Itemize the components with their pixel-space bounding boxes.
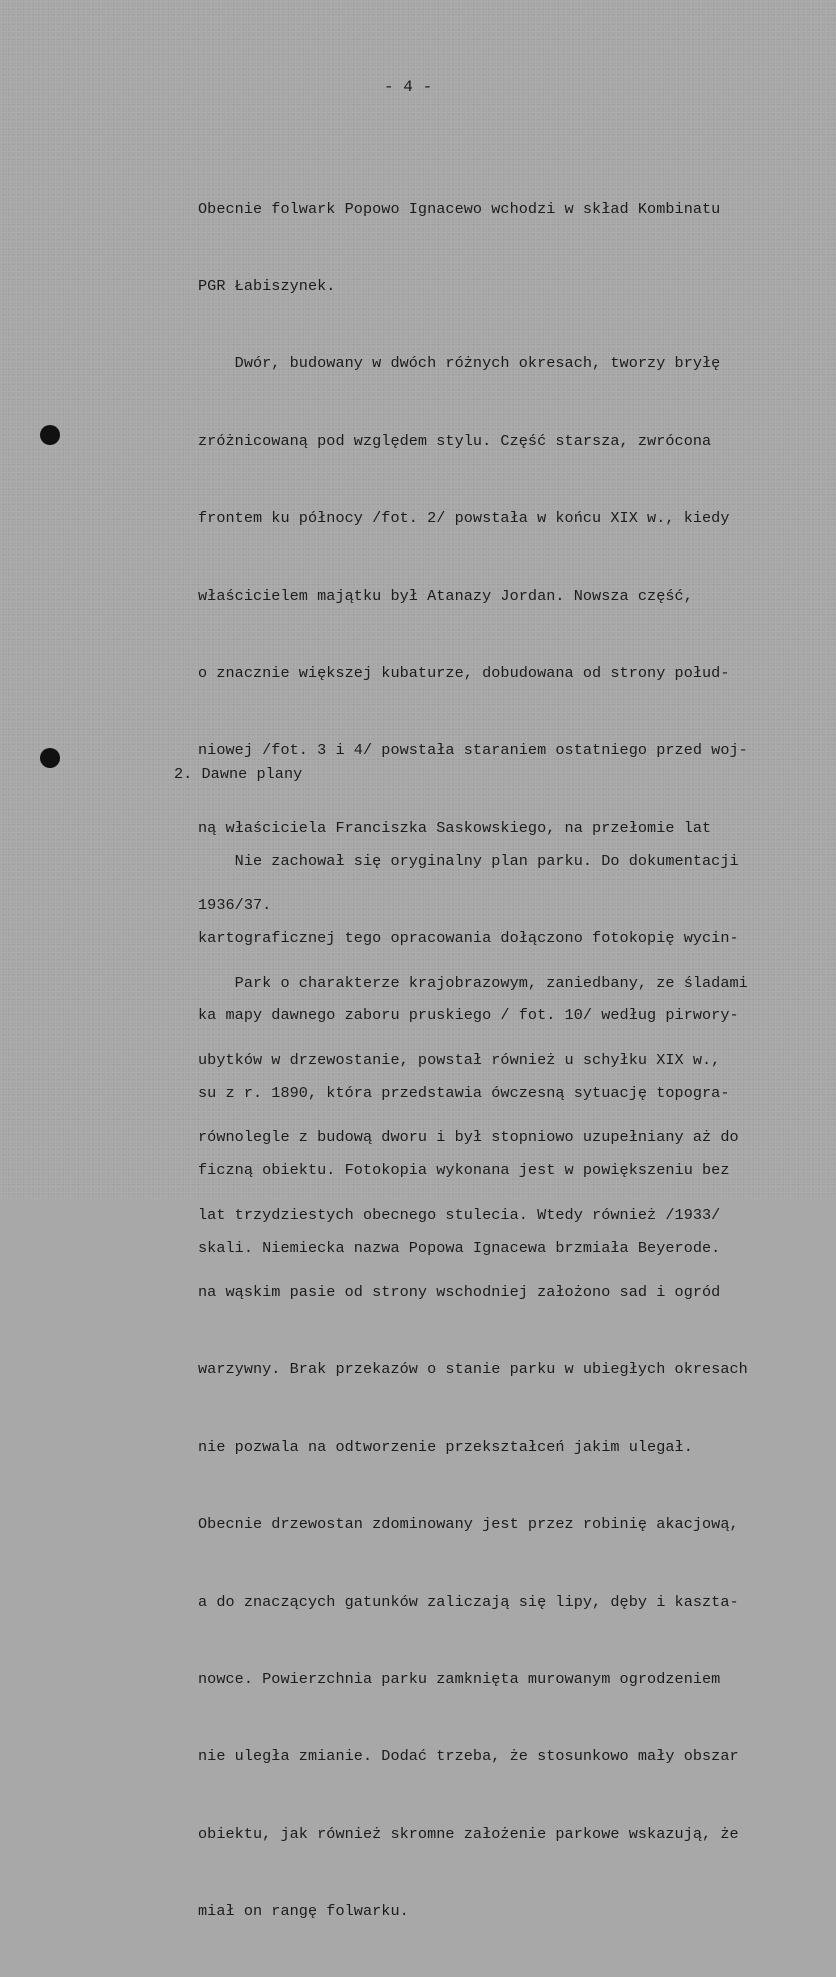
text-line: obiektu, jak również skromne założenie parkowe wskazują, że xyxy=(198,1824,739,1843)
text-line: Obecnie drzewostan zdominowany jest przez robinię akacjową, xyxy=(198,1515,739,1534)
text-line: 1936/37. xyxy=(198,896,272,915)
text-line: ka mapy dawnego zaboru pruskiego / fot. 10/ według pirwory- xyxy=(198,1006,739,1025)
text-line: miał on rangę folwarku. xyxy=(198,1902,409,1921)
text-line: ubytków w drzewostanie, powstał również u schyłku XIX w., xyxy=(198,1050,721,1069)
text-line: na wąskim pasie od strony wschodniej założono sad i ogród xyxy=(198,1283,721,1302)
punch-hole-upper xyxy=(40,425,60,445)
text-line: su z r. 1890, która przedstawia ówczesną sytuację topogra- xyxy=(198,1083,730,1102)
punch-hole-lower xyxy=(40,748,60,768)
text-line: Park o charakterze krajobrazowym, zaniedbany, ze śladami xyxy=(198,973,748,992)
text-line: Dwór, budowany w dwóch różnych okresach, tworzy bryłę xyxy=(198,354,721,373)
text-line: frontem ku północy /fot. 2/ powstała w końcu XIX w., kiedy xyxy=(198,509,730,528)
text-line: PGR Łabiszynek. xyxy=(198,276,336,295)
text-line: ną właściciela Franciszka Saskowskiego, na przełomie lat xyxy=(198,818,712,837)
text-line: nowce. Powierzchnia parku zamknięta murowanym ogrodzeniem xyxy=(198,1670,721,1689)
text-line: Nie zachował się oryginalny plan parku. Do dokumentacji xyxy=(198,851,739,870)
text-line: nie pozwala na odtworzenie przekształceń jakim ulegał. xyxy=(198,1437,693,1456)
text-line: nie uległa zmianie. Dodać trzeba, że stosunkowo mały obszar xyxy=(198,1747,739,1766)
page-number: - 4 - xyxy=(384,78,433,96)
text-line: lat trzydziestych obecnego stulecia. Wtedy również /1933/ xyxy=(198,1205,721,1224)
text-line: skali. Niemiecka nazwa Popowa Ignacewa brzmiała Beyerode. xyxy=(198,1238,721,1257)
text-line: Obecnie folwark Popowo Ignacewo wchodzi w skład Kombinatu xyxy=(198,199,721,218)
text-line: zróżnicowaną pod względem stylu. Część starsza, zwrócona xyxy=(198,431,712,450)
text-line: a do znaczących gatunków zaliczają się lipy, dęby i kaszta- xyxy=(198,1592,739,1611)
section-2-text xyxy=(198,797,739,1313)
text-line: o znacznie większej kubaturze, dobudowana od strony połud- xyxy=(198,663,730,682)
text-line: warzywny. Brak przekazów o stanie parku w ubiegłych okresach xyxy=(198,1360,748,1379)
section-2-heading: 2. Dawne plany xyxy=(174,765,303,783)
text-line: kartograficznej tego opracowania dołączono fotokopię wycin- xyxy=(198,928,739,947)
text-line: ficzną obiektu. Fotokopia wykonana jest w powiększeniu bez xyxy=(198,1161,730,1180)
text-line: równolegle z budową dworu i był stopniowo uzupełniany aż do xyxy=(198,1128,739,1147)
text-line: właścicielem majątku był Atanazy Jordan. Nowsza część, xyxy=(198,586,693,605)
text-line: niowej /fot. 3 i 4/ powstała staraniem ostatniego przed woj- xyxy=(198,741,748,760)
